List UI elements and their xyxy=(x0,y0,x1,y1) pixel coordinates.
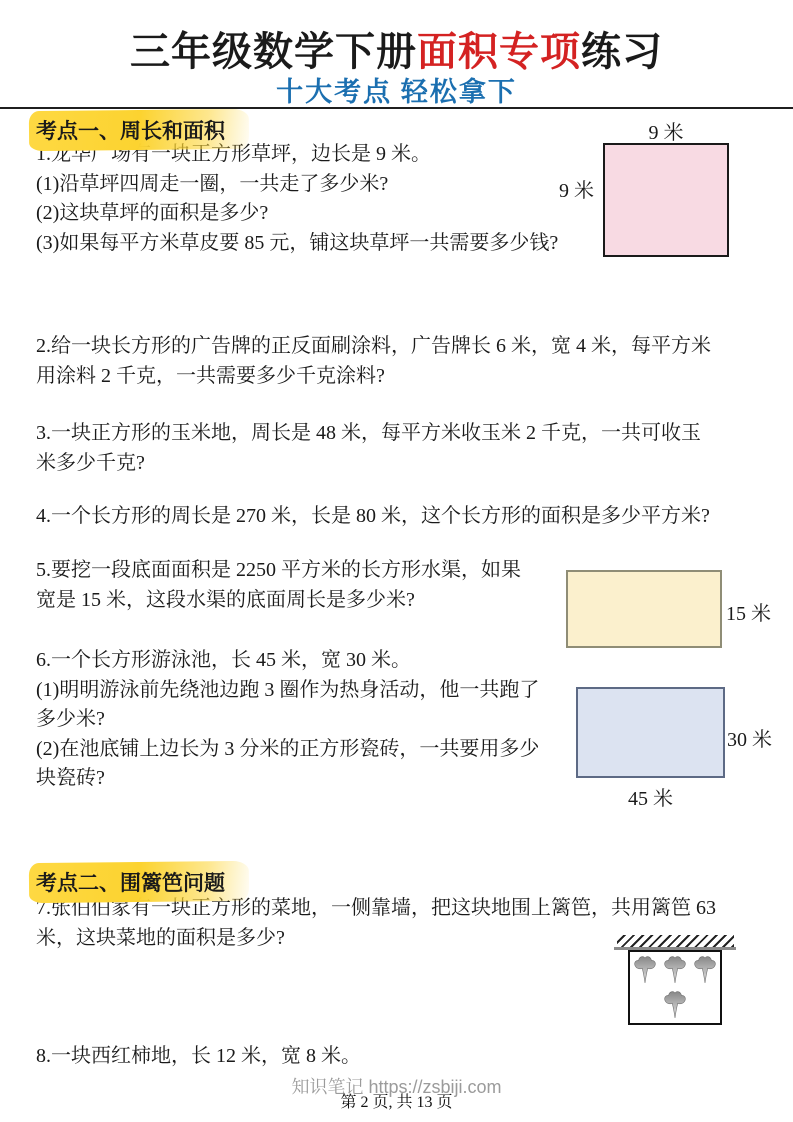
problem-1-line: (3)如果每平方米草皮要 85 元，铺这块草坪一共需要多少钱? xyxy=(36,231,559,254)
problem-6-line: 多少米? xyxy=(36,708,105,730)
header-divider xyxy=(0,107,793,109)
radish-icon xyxy=(662,955,688,985)
problem-6-line: (2)在池底铺上边长为 3 分米的正方形瓷砖，一共要用多少 xyxy=(36,737,540,760)
section1-heading: 考点一、周长和面积 xyxy=(34,114,231,147)
site-watermark: 知识笔记 https://zsbiji.com xyxy=(291,1077,502,1097)
problem-7-line: 米，这块菜地的面积是多少? xyxy=(36,926,285,949)
garden-box-diagram xyxy=(628,950,722,1025)
problem-1-line: (1)沿草坪四周走一圈，一共走了多少米? xyxy=(36,172,389,195)
page-number: 第 2 页, 共 13 页 xyxy=(340,1094,453,1111)
problem-6-line: 块瓷砖? xyxy=(36,767,105,789)
section2-heading: 考点二、围篱笆问题 xyxy=(34,866,231,899)
problem-8 xyxy=(36,1042,361,1072)
problem-6-line: (1)明明游泳前先绕池边跑 3 圈作为热身活动，他一共跑了 xyxy=(36,678,540,701)
problem-7-line: 7.张伯伯家有一块正方形的菜地，一侧靠墙，把这块地围上篱笆，共用篱笆 63 xyxy=(36,897,716,919)
problem-2-line: 用涂料 2 千克，一共需要多少千克涂料? xyxy=(36,364,385,387)
problem-3-line: 米多少千克? xyxy=(36,451,145,474)
page-title xyxy=(0,20,793,77)
page-title-part1: 三年级数学下册 xyxy=(130,29,417,74)
wall-hatch-pattern xyxy=(617,935,734,947)
problem-6-line: 6.一个长方形游泳池，长 45 米，宽 30 米。 xyxy=(36,649,411,671)
canal-rect-diagram xyxy=(566,570,722,648)
lawn-square-diagram xyxy=(603,143,729,257)
problem-4-line: 4.一个长方形的周长是 270 米，长是 80 米，这个长方形的面积是多少平方米? xyxy=(36,505,710,527)
problem-2 xyxy=(36,332,711,391)
problem-5-line: 宽是 15 米，这段水渠的底面周长是多少米? xyxy=(36,588,415,611)
problem-6 xyxy=(36,646,539,794)
problem-3 xyxy=(36,419,701,478)
problem-8-line: 8.一块西红柿地，长 12 米，宽 8 米。 xyxy=(36,1045,361,1067)
page-title-part2: 练习 xyxy=(581,29,663,74)
problem-1-line: 1.龙华广场有一块正方形草坪，边长是 9 米。 xyxy=(36,143,431,165)
problem-2-line: 2.给一块长方形的广告牌的正反面刷涂料，广告牌长 6 米，宽 4 米，每平方米 xyxy=(36,335,711,357)
radish-icon xyxy=(662,990,688,1020)
pool-rect-right-label: 30 米 xyxy=(727,729,772,751)
problem-5 xyxy=(36,556,521,615)
problem-4 xyxy=(36,502,710,532)
pool-rect-diagram xyxy=(576,687,725,778)
lawn-square-left-label: 9 米 xyxy=(559,180,594,202)
problem-5-line: 5.要挖一段底面面积是 2250 平方米的长方形水渠，如果 xyxy=(36,559,521,581)
page-title-highlight: 面积专项 xyxy=(417,29,581,74)
problem-3-line: 3.一块正方形的玉米地，周长是 48 米，每平方米收玉米 2 千克，一共可收玉 xyxy=(36,422,701,444)
problem-7 xyxy=(36,894,716,953)
pool-rect-bottom-label: 45 米 xyxy=(628,788,673,810)
radish-icon xyxy=(692,955,718,985)
radish-icon xyxy=(632,955,658,985)
problem-1 xyxy=(36,140,558,258)
problem-1-line: (2)这块草坪的面积是多少? xyxy=(36,202,269,224)
canal-rect-right-label: 15 米 xyxy=(726,603,771,625)
lawn-square-top-label: 9 米 xyxy=(648,122,684,144)
page-subtitle: 十大考点 轻松拿下 xyxy=(276,77,517,107)
